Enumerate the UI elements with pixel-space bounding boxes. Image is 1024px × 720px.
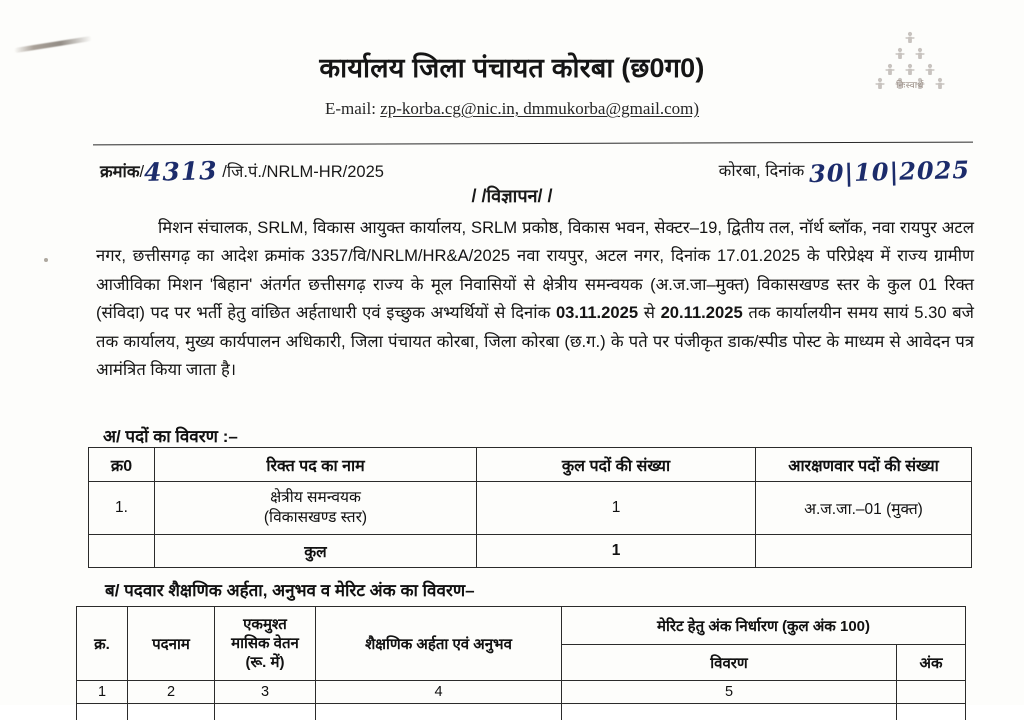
- salary-line1: एकमुश्त: [219, 615, 311, 634]
- place-date-block: [719, 157, 970, 186]
- table-header-row-top: [77, 607, 966, 645]
- cut-cell-2: [128, 704, 215, 720]
- table-column-number-row: [77, 681, 966, 704]
- notice-body-paragraph: [96, 214, 974, 384]
- reference-number-handwritten: 4313: [144, 156, 218, 187]
- logo-caption: निःस्वार्थ: [862, 78, 958, 91]
- ref-slash-3: /: [262, 163, 267, 181]
- section-a-heading: अ/ पदों का विवरण :–: [103, 424, 238, 447]
- header-sr: क्र0: [89, 448, 155, 482]
- reference-year: 2025: [347, 163, 384, 181]
- header-merit-marks: अंक: [897, 645, 966, 681]
- reference-dept: जि.पं.: [227, 163, 262, 181]
- cell-sr: 1.: [89, 482, 155, 535]
- vacancy-details-table: [88, 447, 972, 568]
- header-post-name: पदनाम: [128, 607, 215, 681]
- total-sr-blank: [89, 535, 155, 568]
- email-label: E-mail:: [325, 99, 376, 118]
- colnum-2: 2: [128, 681, 215, 704]
- total-label: कुल: [155, 535, 477, 568]
- reference-number-block: [100, 157, 384, 186]
- header-post-name: रिक्त पद का नाम: [155, 448, 477, 482]
- header-sr: क्र.: [77, 607, 128, 681]
- post-name-line1: क्षेत्रीय समन्वयक: [159, 488, 472, 508]
- colnum-4: 4: [316, 681, 562, 704]
- post-name-line2: (विकासखण्ड स्तर): [159, 508, 472, 528]
- table-total-row: [89, 535, 972, 568]
- colnum-6: [897, 681, 966, 704]
- header-merit-detail: विवरण: [562, 645, 897, 681]
- cell-post-name: [155, 482, 477, 535]
- header-reservation: आरक्षणवार पदों की संख्या: [756, 448, 972, 482]
- advertisement-heading: / /विज्ञापन/ /: [0, 184, 1024, 208]
- salary-line3: (रू. में): [219, 653, 311, 672]
- header-divider: [93, 142, 973, 146]
- total-reservation-blank: [756, 535, 972, 568]
- header-salary: [215, 607, 316, 681]
- ref-slash-1: /: [140, 163, 145, 181]
- email-address: zp-korba.cg@nic.in, dmmukorba@gmail.com): [380, 99, 699, 118]
- page-title: कार्यालय जिला पंचायत कोरबा (छ0ग0): [0, 48, 1024, 85]
- ref-slash-4: /: [343, 163, 348, 181]
- scan-artifact-speck: [44, 258, 48, 262]
- cut-cell-6: [897, 704, 966, 720]
- cut-cell-3: [215, 704, 316, 720]
- place-date-label: कोरबा, दिनांक: [719, 162, 805, 180]
- date-handwritten: 30|10|2025: [809, 155, 971, 188]
- salary-line2: मासिक वेतन: [219, 634, 311, 653]
- header-merit-group: मेरिट हेतु अंक निर्धारण (कुल अंक 100): [562, 607, 966, 645]
- total-count: 1: [477, 535, 756, 568]
- notice-body-text: मिशन संचालक, SRLM, विकास आयुक्त कार्यालय, SRLM प्रकोष्ठ, विकास भवन, सेक्टर–19, द्वितीय तल, नॉर्थ ब्लॉक, नवा रायपुर अटल नगर, छत्तीसगढ़ का आदेश क्रमांक 3357/वि/NRLM/HR&A/2025 नवा रायपुर, अटल नगर, दिनांक 17.01.2025 के परिप्रेक्ष्य में राज्य ग्रामीण आजीविका मिशन 'बिहान' अंतर्गत छत्तीसगढ़ राज्य के मूल निवासियों से क्षेत्रीय समन्वयक (अ.ज.जा–मुक्त) विकासखण्ड स्तर के कुल 01 रिक्त (संविदा) पद पर भर्ती हेतु वांछित अर्हताधारी एवं इच्छुक अभ्यर्थियों से दिनांक 03.11.2025 से 20.11.2025 तक कार्यालयीन समय सायं 5.30 बजे तक कार्यालय, मुख्य कार्यपालन अधिकारी, जिला पंचायत कोरबा, जिला कोरबा (छ.ग.) के पते पर पंजीकृत डाक/स्पीड पोस्ट के माध्यम से आवेदन पत्र आमंत्रित किया जाता है।: [96, 218, 974, 379]
- highlighted-date: 20.11.2025: [661, 303, 743, 322]
- cell-total-posts: 1: [477, 482, 756, 535]
- cell-reservation: अ.ज.जा.–01 (मुक्त): [756, 482, 972, 535]
- table-row-clipped: [77, 704, 966, 720]
- header-qualification: शैक्षणिक अर्हता एवं अनुभव: [316, 607, 562, 681]
- cut-cell-5: [562, 704, 897, 720]
- header-total-posts: कुल पदों की संख्या: [477, 448, 756, 482]
- colnum-3: 3: [215, 681, 316, 704]
- ref-slash-2: /: [222, 163, 227, 181]
- section-b-heading: ब/ पदवार शैक्षणिक अर्हता, अनुभव व मेरिट अंक का विवरण–: [105, 578, 475, 601]
- reference-scheme: NRLM-HR: [267, 163, 343, 181]
- merit-criteria-table: [76, 606, 966, 720]
- reference-row: [100, 153, 980, 185]
- table-header-row: [89, 448, 972, 482]
- office-email-line: [0, 99, 1024, 119]
- cut-cell-1: [77, 704, 128, 720]
- reference-label: क्रमांक: [100, 163, 140, 181]
- cut-cell-4: [316, 704, 562, 720]
- colnum-5: 5: [562, 681, 897, 704]
- table-row: [89, 482, 972, 535]
- highlighted-date: 03.11.2025: [556, 303, 638, 322]
- colnum-1: 1: [77, 681, 128, 704]
